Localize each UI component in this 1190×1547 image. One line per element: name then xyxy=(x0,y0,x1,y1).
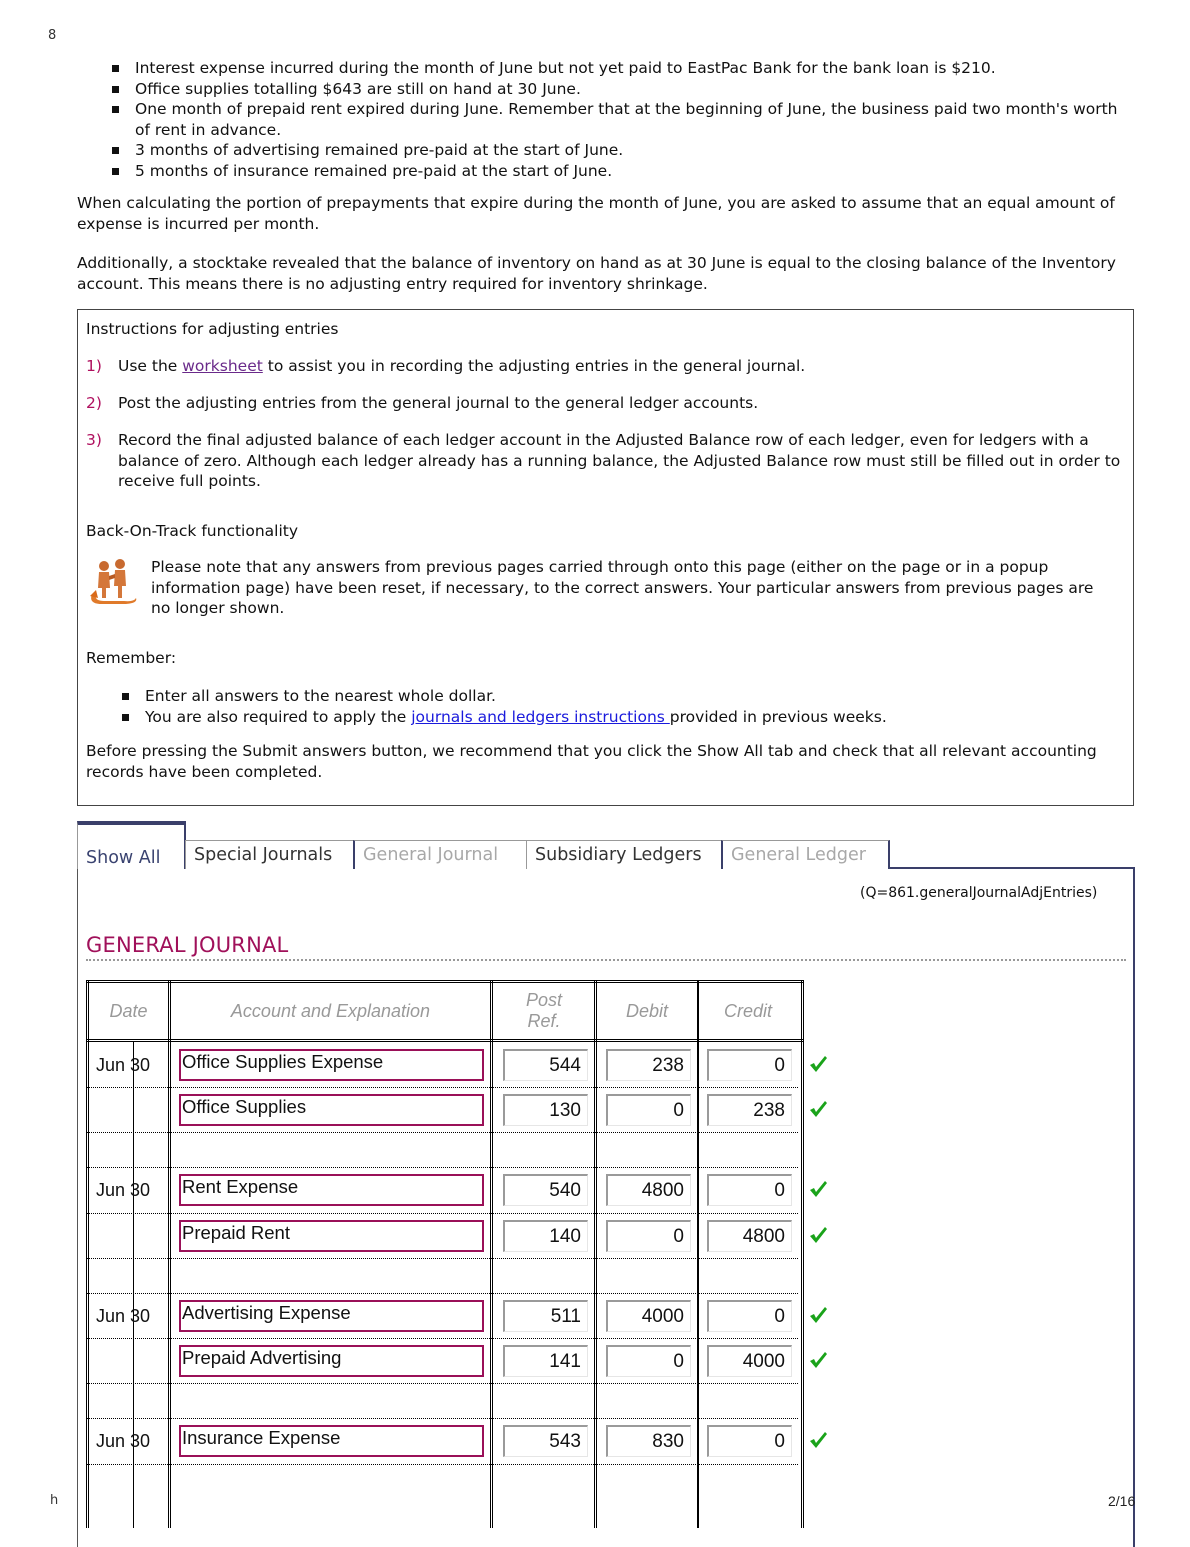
instructions-box xyxy=(77,309,1134,806)
entry-date: Jun 30 xyxy=(96,1055,151,1075)
question-id: (Q=861.generalJournalAdjEntries) xyxy=(860,885,1098,901)
adjustment-facts-list xyxy=(112,58,1122,181)
account-input[interactable]: Prepaid Advertising xyxy=(179,1345,484,1377)
step-text: to assist you in recording the adjusting entries in the general journal. xyxy=(262,357,806,375)
post-ref-input[interactable]: 540 xyxy=(503,1174,588,1206)
fact-interest: Interest expense incurred during the month of June but not yet paid to EastPac Bank for the bank loan is $210. xyxy=(112,58,1122,79)
fact-insurance: 5 months of insurance remained pre-paid at the start of June. xyxy=(112,161,1122,182)
checkmark-icon xyxy=(808,1350,828,1370)
fact-prepaid-rent: One month of prepaid rent expired during June. Remember that at the beginning of June, the business paid two month's worth of rent in advance. xyxy=(112,99,1122,140)
back-on-track-icon xyxy=(86,558,140,608)
closing-note: Before pressing the Submit answers button, we recommend that you click the Show All tab and check that all relevant accounting records have been completed. xyxy=(86,742,1097,781)
step-number: 1) xyxy=(86,357,102,375)
account-input[interactable]: Office Supplies xyxy=(179,1094,484,1126)
header-account: Account and Explanation xyxy=(230,1000,431,1021)
debit-input[interactable]: 4000 xyxy=(606,1300,691,1332)
checkmark-icon xyxy=(808,1305,828,1325)
post-ref-input[interactable]: 130 xyxy=(503,1094,588,1126)
page-number: 2/16 xyxy=(1108,1493,1136,1509)
credit-input[interactable]: 0 xyxy=(707,1425,792,1457)
title-divider xyxy=(86,959,1126,961)
row-divider xyxy=(86,1383,798,1384)
back-on-track-title: Back-On-Track functionality xyxy=(86,522,299,540)
row-divider xyxy=(86,1464,798,1465)
step-number: 3) xyxy=(86,431,102,449)
header-post-ref: Post Ref. xyxy=(525,990,563,1031)
step-text: Record the final adjusted balance of each ledger account in the Adjusted Balance row of each ledger, even for ledgers with a balance of zero. Although each ledger already has a running balance, the Adjusted Balance row must still be filled out in order to receive full points. xyxy=(118,431,1121,490)
page-margin-mark: h xyxy=(50,1493,59,1508)
post-ref-input[interactable]: 544 xyxy=(503,1049,588,1081)
fact-advertising: 3 months of advertising remained pre-paid at the start of June. xyxy=(112,140,1122,161)
tab-subsidiary-ledgers[interactable]: Subsidiary Ledgers xyxy=(526,840,722,869)
post-ref-input[interactable]: 543 xyxy=(503,1425,588,1457)
tab-bar xyxy=(77,821,1137,869)
debit-input[interactable]: 0 xyxy=(606,1094,691,1126)
row-divider xyxy=(86,1087,798,1088)
instruction-step-1 xyxy=(86,356,1121,377)
row-divider xyxy=(86,1338,798,1339)
worksheet-link[interactable]: worksheet xyxy=(182,357,263,375)
stocktake-paragraph: Additionally, a stocktake revealed that the balance of inventory on hand as at 30 June is equal to the closing balance of the Inventory account. This means there is no adjusting entry required for inventory shrinkage. xyxy=(77,254,1116,293)
remember-apply-instructions xyxy=(122,707,887,728)
credit-input[interactable]: 4000 xyxy=(707,1345,792,1377)
row-divider xyxy=(86,1213,798,1214)
tab-show-all[interactable]: Show All xyxy=(77,821,186,869)
col-divider xyxy=(594,980,597,1528)
tab-special-journals[interactable]: Special Journals xyxy=(185,840,354,869)
instructions-title: Instructions for adjusting entries xyxy=(86,320,339,338)
post-ref-input[interactable]: 141 xyxy=(503,1345,588,1377)
step-text: Use the xyxy=(118,357,183,375)
credit-input[interactable]: 0 xyxy=(707,1174,792,1206)
row-divider xyxy=(86,1167,798,1168)
instruction-step-2 xyxy=(86,393,1121,414)
page-margin-mark: 8 xyxy=(48,28,57,43)
account-input[interactable]: Office Supplies Expense xyxy=(179,1049,484,1081)
credit-input[interactable]: 238 xyxy=(707,1094,792,1126)
row-divider xyxy=(86,1293,798,1294)
general-journal-title: GENERAL JOURNAL xyxy=(86,933,289,957)
entry-date: Jun 30 xyxy=(96,1180,151,1200)
remember-text: provided in previous weeks. xyxy=(669,707,887,726)
instruction-step-3 xyxy=(86,430,1121,492)
post-ref-input[interactable]: 140 xyxy=(503,1220,588,1252)
header-credit: Credit xyxy=(723,1000,772,1021)
tab-general-ledger[interactable]: General Ledger xyxy=(721,840,890,869)
account-input[interactable]: Prepaid Rent xyxy=(179,1220,484,1252)
col-divider xyxy=(168,980,171,1528)
col-divider xyxy=(697,980,699,1528)
debit-input[interactable]: 0 xyxy=(606,1220,691,1252)
row-divider xyxy=(86,1418,798,1419)
remember-title: Remember: xyxy=(86,649,177,667)
credit-input[interactable]: 0 xyxy=(707,1300,792,1332)
fact-office-supplies: Office supplies totalling $643 are still on hand at 30 June. xyxy=(112,79,1122,100)
entry-date: Jun 30 xyxy=(96,1431,151,1451)
debit-input[interactable]: 4800 xyxy=(606,1174,691,1206)
entry-date: Jun 30 xyxy=(96,1306,151,1326)
remember-list xyxy=(122,686,887,727)
step-number: 2) xyxy=(86,394,102,412)
account-input[interactable]: Advertising Expense xyxy=(179,1300,484,1332)
checkmark-icon xyxy=(808,1430,828,1450)
row-divider xyxy=(86,1258,798,1259)
checkmark-icon xyxy=(808,1179,828,1199)
checkmark-icon xyxy=(808,1099,828,1119)
credit-input[interactable]: 0 xyxy=(707,1049,792,1081)
post-ref-input[interactable]: 511 xyxy=(503,1300,588,1332)
row-divider xyxy=(86,1132,798,1133)
checkmark-icon xyxy=(808,1225,828,1245)
account-input[interactable]: Insurance Expense xyxy=(179,1425,484,1457)
credit-input[interactable]: 4800 xyxy=(707,1220,792,1252)
prepayments-paragraph: When calculating the portion of prepayments that expire during the month of June, you are asked to assume that an equal amount of expense is incurred per month. xyxy=(77,194,1115,233)
date-divider xyxy=(133,1042,134,1528)
remember-whole-dollar: Enter all answers to the nearest whole dollar. xyxy=(122,686,887,707)
back-on-track-text: Please note that any answers from previous pages carried through onto this page (either on the page or in a popup information page) have been reset, if necessary, to the correct answers. Your particular answers from previous pages are no longer shown. xyxy=(151,558,1094,617)
tab-general-journal[interactable]: General Journal xyxy=(353,840,527,869)
debit-input[interactable]: 0 xyxy=(606,1345,691,1377)
step-text: Post the adjusting entries from the general journal to the general ledger accounts. xyxy=(118,394,759,412)
account-input[interactable]: Rent Expense xyxy=(179,1174,484,1206)
debit-input[interactable]: 238 xyxy=(606,1049,691,1081)
col-divider xyxy=(490,980,493,1528)
journals-ledgers-instructions-link[interactable]: journals and ledgers instructions xyxy=(411,707,670,726)
header-date: Date xyxy=(109,1000,148,1021)
header-debit: Debit xyxy=(625,1000,669,1021)
checkmark-icon xyxy=(808,1054,828,1074)
remember-text: You are also required to apply the xyxy=(145,707,412,726)
debit-input[interactable]: 830 xyxy=(606,1425,691,1457)
